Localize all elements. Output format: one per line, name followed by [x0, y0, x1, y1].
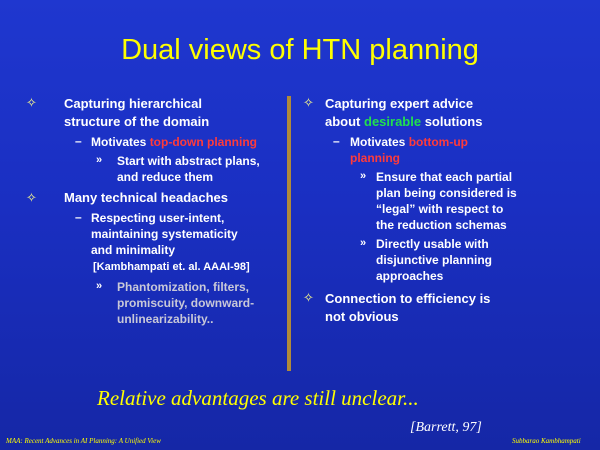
- citation: [Kambhampati et. al. AAAI-98]: [93, 261, 250, 273]
- reference-citation: [Barrett, 97]: [410, 420, 482, 435]
- footer-author: Subbarao Kambhampati: [512, 437, 581, 445]
- left-detail1-line1: Start with abstract plans,: [117, 154, 260, 168]
- left-detail2-line3: unlinearizability..: [117, 312, 214, 326]
- right-detail1-line4: the reduction schemas: [376, 218, 507, 232]
- left-bullet2-text: Many technical headaches: [64, 190, 229, 205]
- right-sub1-line1: [350, 134, 468, 150]
- chevron-bullet-icon: »: [96, 280, 103, 292]
- right-detail2-line3: approaches: [376, 269, 444, 283]
- left-sub2-line3: and minimality: [91, 243, 176, 257]
- column-divider: [287, 96, 291, 371]
- right-detail2-line1: Directly usable with: [376, 237, 489, 251]
- right-detail2-line2: disjunctive planning: [376, 253, 493, 267]
- dash-bullet-icon: –: [75, 210, 82, 224]
- left-sub2-line1: Respecting user-intent,: [91, 211, 225, 225]
- left-sub1-text: [91, 134, 257, 150]
- right-bullet1-suffix: solutions: [421, 114, 483, 129]
- diamond-bullet-icon: ✧: [26, 190, 37, 205]
- slide-title: Dual views of HTN planning: [121, 34, 479, 66]
- desirable-highlight: desirable: [364, 114, 422, 129]
- right-detail1-line3: “legal” with respect to: [376, 202, 504, 216]
- right-detail1-line1: Ensure that each partial: [376, 170, 513, 184]
- left-bullet1-line2: structure of the domain: [64, 114, 210, 129]
- right-sub1-prefix: Motivates: [350, 135, 409, 149]
- left-detail2-line1: Phantomization, filters,: [117, 280, 250, 294]
- left-sub1-prefix: Motivates: [91, 135, 150, 149]
- conclusion-text: Relative advantages are still unclear...: [97, 386, 419, 410]
- planning-highlight: planning: [350, 151, 400, 165]
- left-detail1-line2: and reduce them: [117, 170, 214, 184]
- top-down-highlight: top-down planning: [149, 135, 257, 149]
- chevron-bullet-icon: »: [360, 170, 367, 182]
- right-bullet2-line1: Connection to efficiency is: [325, 291, 491, 306]
- right-detail1-line2: plan being considered is: [376, 186, 517, 200]
- footer-course-title: MAA: Recent Advances in AI Planning: A Unified View: [6, 437, 161, 445]
- diamond-bullet-icon: ✧: [303, 290, 314, 305]
- right-bullet1-prefix: about: [325, 114, 364, 129]
- right-bullet1-line1: Capturing expert advice: [325, 96, 474, 111]
- left-sub2-line2: maintaining systematicity: [91, 227, 238, 241]
- left-detail2-line2: promiscuity, downward-: [117, 296, 255, 310]
- right-bullet2-line2: not obvious: [325, 309, 399, 324]
- dash-bullet-icon: –: [75, 134, 82, 148]
- left-bullet1-line1: Capturing hierarchical: [64, 96, 202, 111]
- bottom-up-highlight: bottom-up: [408, 135, 468, 149]
- right-bullet1-line2: [325, 113, 482, 130]
- dash-bullet-icon: –: [333, 134, 340, 148]
- diamond-bullet-icon: ✧: [26, 95, 37, 110]
- chevron-bullet-icon: »: [96, 154, 103, 166]
- chevron-bullet-icon: »: [360, 237, 367, 249]
- diamond-bullet-icon: ✧: [303, 95, 314, 110]
